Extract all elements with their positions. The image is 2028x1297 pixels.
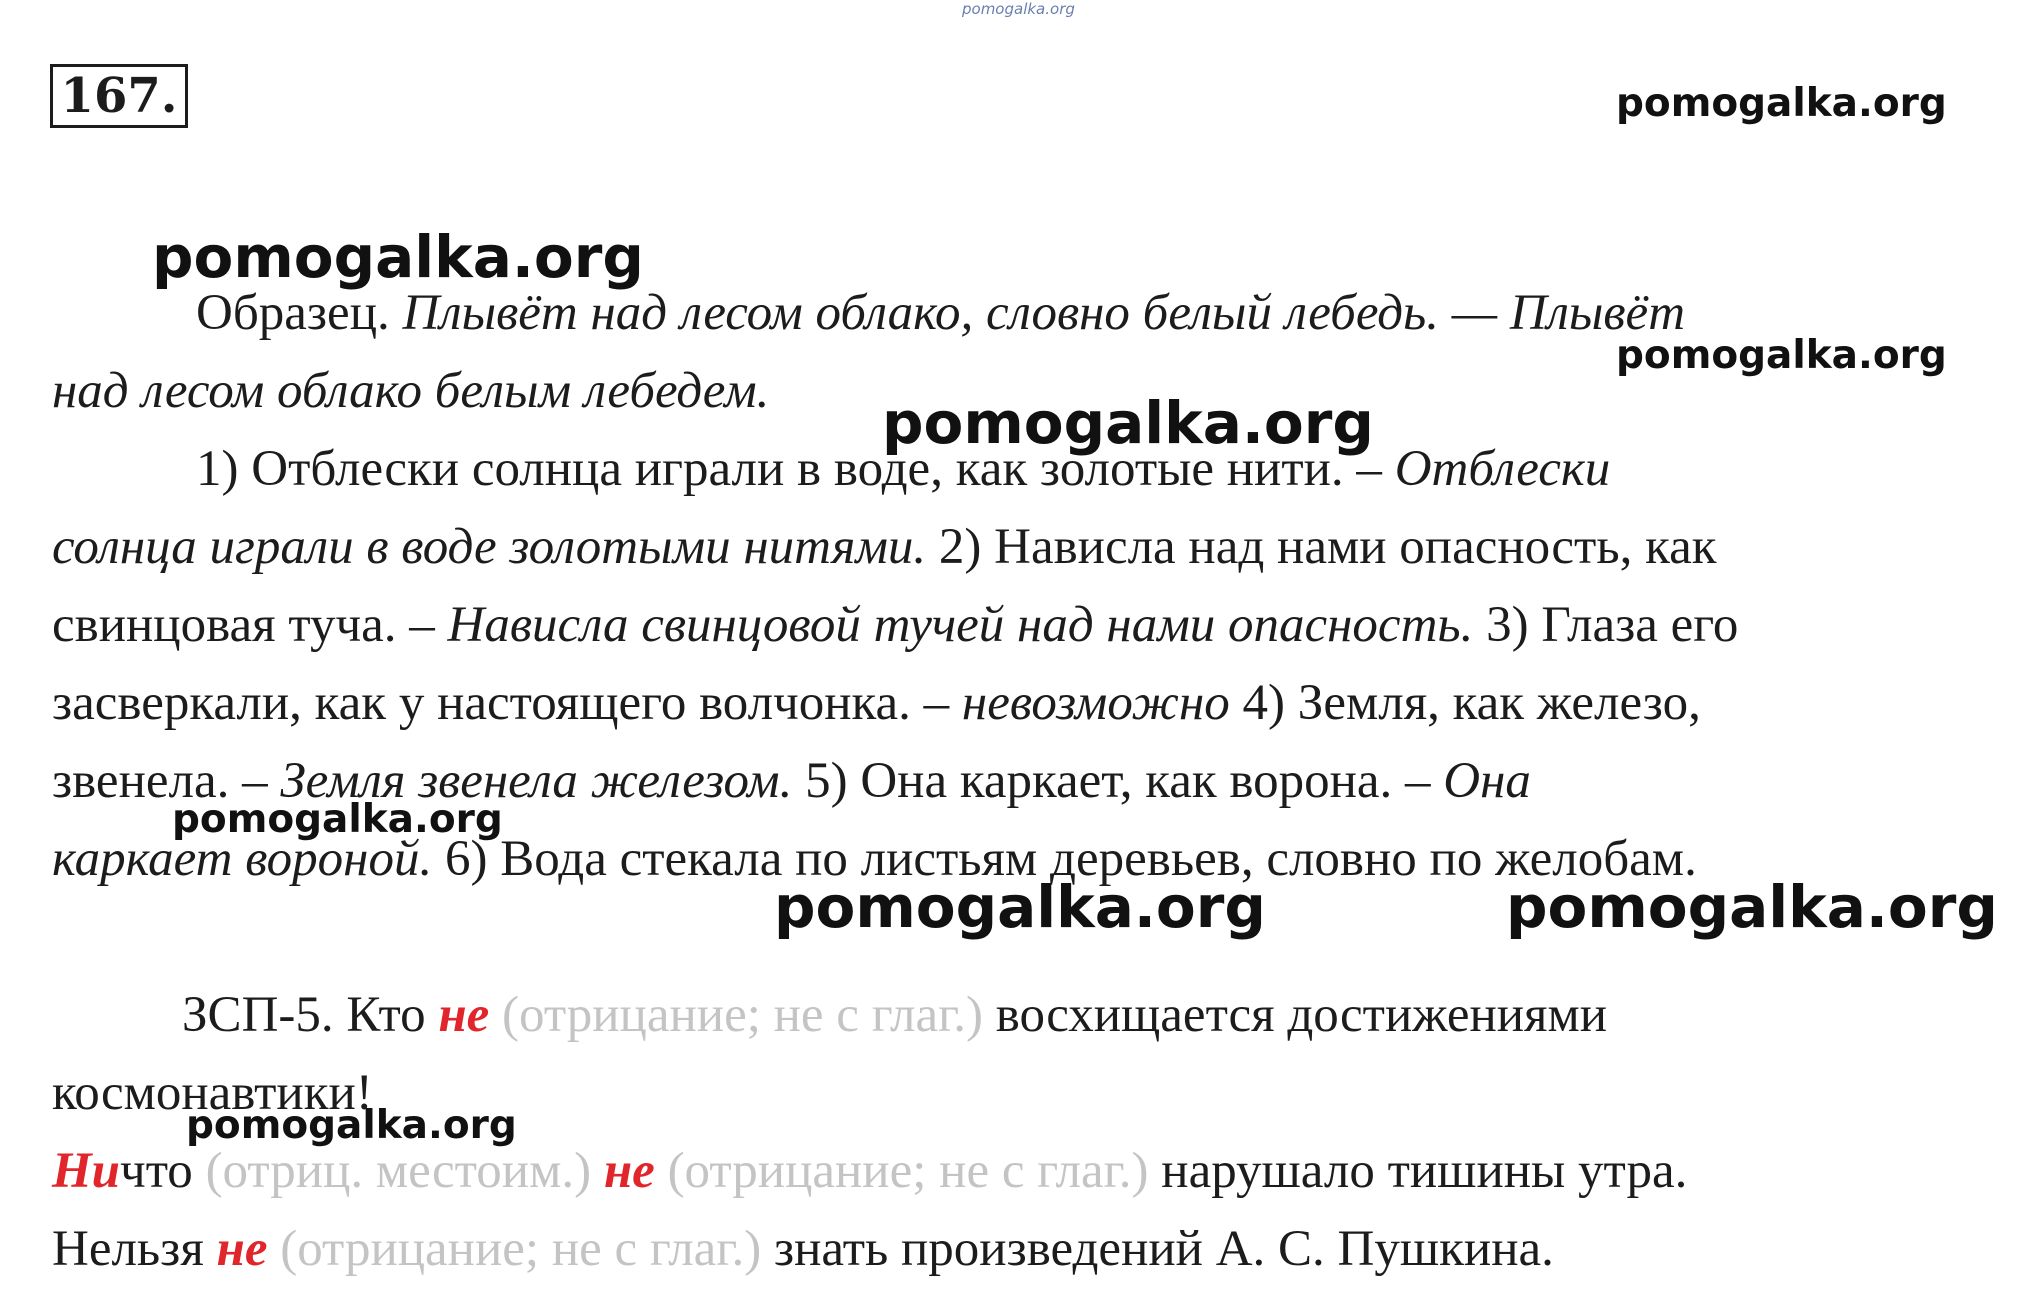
- example-transformed-end: над лесом облако белым лебедем.: [52, 363, 770, 419]
- example-original: Плывёт над лесом облако, словно белый лебедь. —: [402, 285, 1498, 341]
- item-2-number: 2): [938, 519, 982, 575]
- zsp-s1-word1: Кто: [346, 987, 426, 1043]
- item-5-6-line: [52, 831, 1697, 887]
- watermark-center-top: pomogalka.org: [882, 389, 1374, 457]
- item-3-dash: –: [923, 675, 950, 731]
- zsp-label: ЗСП-5.: [182, 987, 334, 1043]
- item-3-result: невозможно: [961, 675, 1230, 731]
- zsp-s3-note: (отрицание; не с глаг.): [280, 1221, 762, 1277]
- item-1-result-a: Отблески: [1394, 441, 1611, 497]
- zsp-s2-note1: (отриц. местоим.): [205, 1143, 592, 1199]
- zsp-s2-prefix: Ни: [52, 1143, 121, 1199]
- item-6-number: 6): [444, 831, 488, 887]
- item-5-dash: –: [1405, 753, 1431, 809]
- watermark-left-bottom: pomogalka.org: [186, 1103, 517, 1148]
- watermark-top-right: pomogalka.org: [1616, 81, 1947, 126]
- zsp-s1-rest-a: восхищается достижениями: [995, 987, 1608, 1043]
- item-3-original-a: Глаза его: [1541, 597, 1739, 653]
- watermark-top: pomogalka.org: [962, 0, 1075, 18]
- zsp-s2-note2: (отрицание; не с глаг.): [667, 1143, 1149, 1199]
- item-2-original-b: свинцовая туча.: [52, 597, 397, 653]
- watermark-left: pomogalka.org: [152, 223, 644, 291]
- item-5-original: Она каркает, как ворона.: [860, 753, 1393, 809]
- example-line-2: [52, 363, 770, 419]
- item-2-dash: –: [409, 597, 435, 653]
- example-label: Образец.: [196, 285, 390, 341]
- item-5-result-a: Она: [1443, 753, 1531, 809]
- zsp-line-1: [182, 987, 1608, 1043]
- item-4-number: 4): [1242, 675, 1286, 731]
- zsp-s2-rest: нарушало тишины утра.: [1161, 1143, 1688, 1199]
- item-4-original-a: Земля, как железо,: [1297, 675, 1701, 731]
- item-4-original-b: звенела.: [52, 753, 230, 809]
- item-2-result: Нависла свинцовой тучей над нами опасность.: [447, 597, 1474, 653]
- zsp-s1-note: (отрицание; не с глаг.): [502, 987, 984, 1043]
- zsp-s1-ne: не: [438, 987, 490, 1043]
- item-3-4-line: [52, 675, 1701, 731]
- zsp-s3-word1: Нельзя: [52, 1221, 204, 1277]
- item-2-original-a: Нависла над нами опасность, как: [994, 519, 1717, 575]
- item-2-3-line: [52, 597, 1739, 653]
- task-number: 167.: [50, 64, 188, 128]
- zsp-s2-word1-rest: что: [120, 1143, 193, 1199]
- example-transformed-start: Плывёт: [1509, 285, 1686, 341]
- watermark-left-mid: pomogalka.org: [172, 797, 503, 842]
- item-1-2-line: [52, 519, 1717, 575]
- item-5-number: 5): [805, 753, 848, 809]
- item-1-number: 1): [196, 441, 239, 497]
- zsp-line-3: [52, 1143, 1688, 1199]
- zsp-line-4: [52, 1221, 1554, 1277]
- item-1-original: Отблески солнца играли в воде, как золотые нити. –: [251, 441, 1382, 497]
- item-6-original: Вода стекала по листьям деревьев, словно по желобам.: [500, 831, 1697, 887]
- zsp-s3-ne: не: [216, 1221, 268, 1277]
- example-line-1: [196, 285, 1686, 341]
- item-3-original-b: засверкали, как у настоящего волчонка.: [52, 675, 911, 731]
- item-4-result: Земля звенела железом.: [280, 753, 793, 809]
- item-1-line: [196, 441, 1611, 497]
- item-4-dash: –: [242, 753, 268, 809]
- item-4-5-line: [52, 753, 1531, 809]
- zsp-line-2: [52, 1065, 373, 1121]
- watermark-right-bottom: pomogalka.org: [1506, 873, 1998, 941]
- watermark-center-bottom: pomogalka.org: [774, 873, 1266, 941]
- watermark-right-mid: pomogalka.org: [1616, 333, 1947, 378]
- item-5-result-b: каркает вороной.: [52, 831, 433, 887]
- item-3-number: 3): [1486, 597, 1529, 653]
- zsp-s1-rest-b: космонавтики!: [52, 1065, 373, 1121]
- item-1-result-b: солнца играли в воде золотыми нитями.: [52, 519, 927, 575]
- zsp-s3-rest: знать произведений А. С. Пушкина.: [773, 1221, 1554, 1277]
- zsp-s2-ne: не: [603, 1143, 655, 1199]
